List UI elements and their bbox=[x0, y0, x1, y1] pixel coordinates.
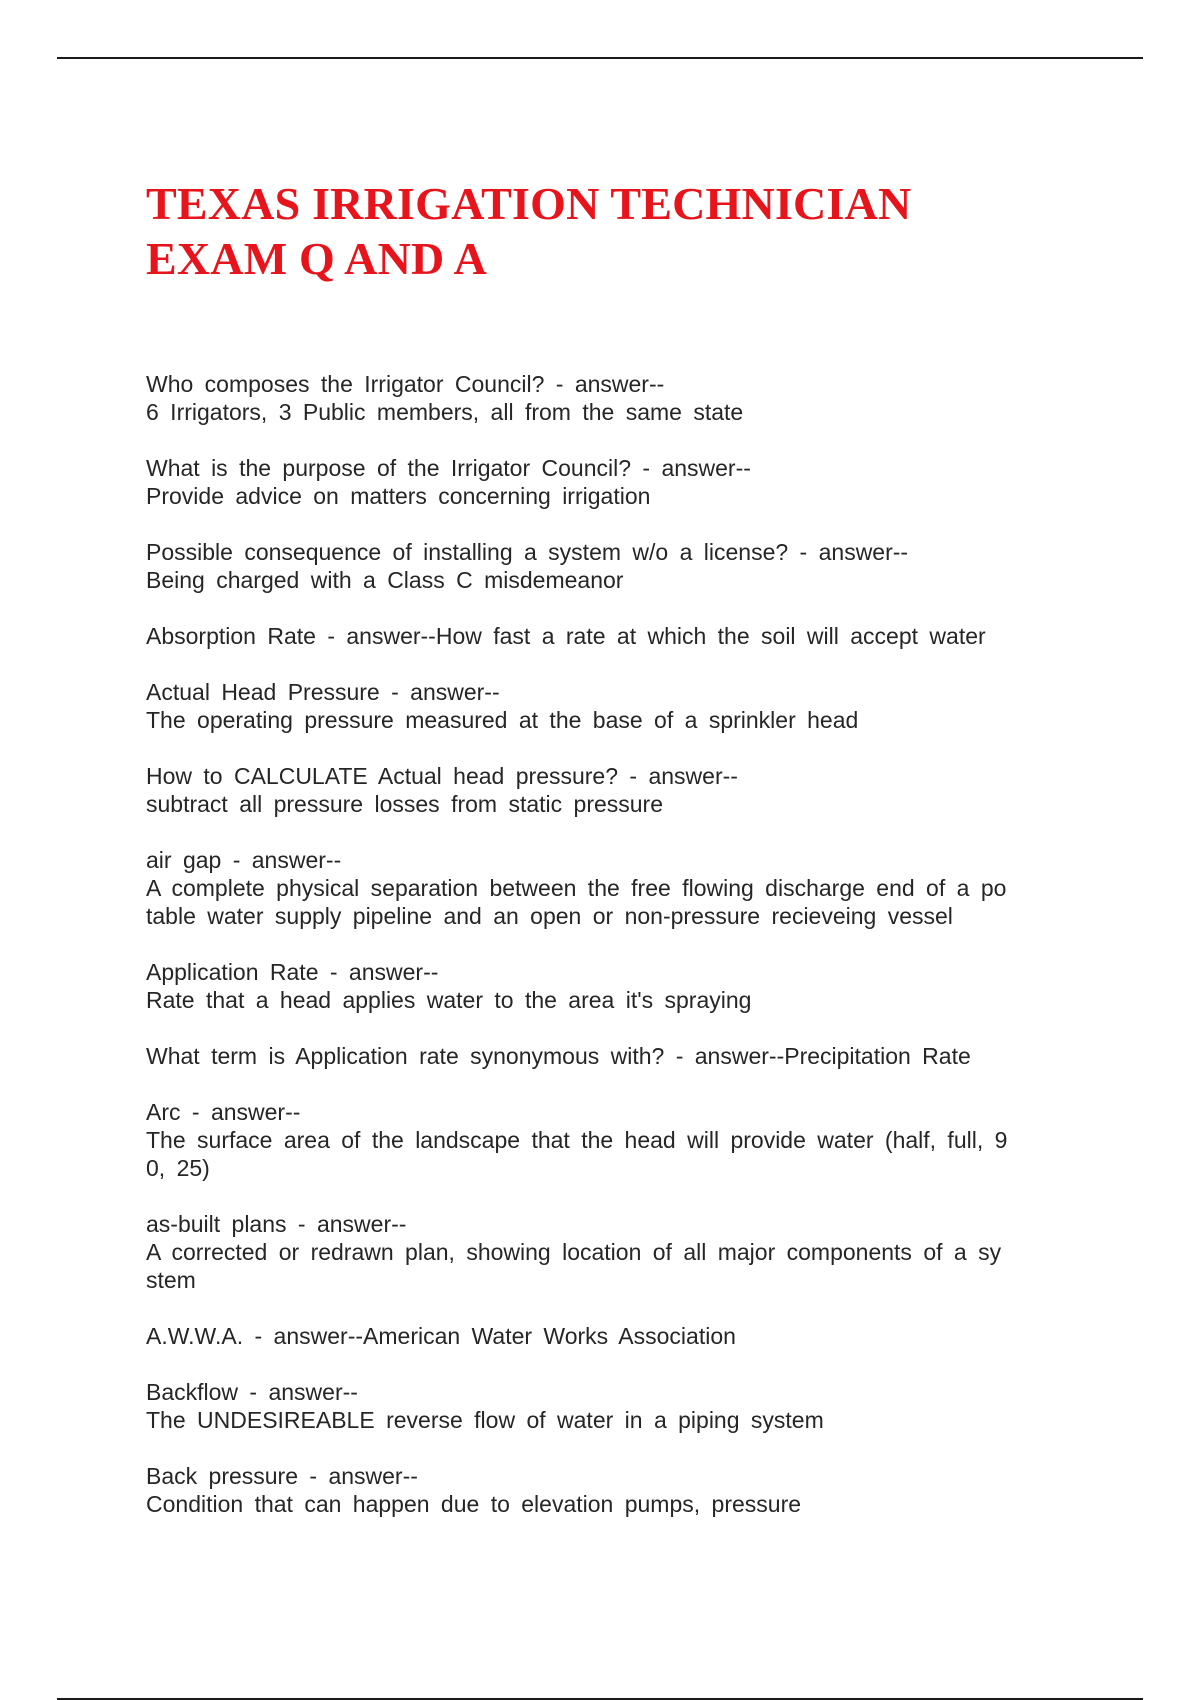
qa-answer-line: subtract all pressure losses from static pressure bbox=[146, 791, 664, 817]
qa-question: Possible consequence of installing a system w/o a license? - answer-- bbox=[146, 539, 909, 565]
qa-entry bbox=[146, 538, 1056, 594]
title-line-2: EXAM Q AND A bbox=[146, 233, 488, 284]
title-line-1: TEXAS IRRIGATION TECHNICIAN bbox=[146, 178, 912, 229]
qa-question: Application Rate - answer-- bbox=[146, 959, 439, 985]
document-title bbox=[146, 176, 1056, 286]
qa-answer-line: Being charged with a Class C misdemeanor bbox=[146, 567, 624, 593]
qa-entry bbox=[146, 370, 1056, 426]
qa-answer-line: The UNDESIREABLE reverse flow of water in a piping system bbox=[146, 1407, 824, 1433]
qa-question: Absorption Rate - answer--How fast a rate at which the soil will accept water bbox=[146, 623, 986, 649]
qa-answer-line: table water supply pipeline and an open or non-pressure recieveing vessel bbox=[146, 903, 953, 929]
qa-answer-line: stem bbox=[146, 1267, 196, 1293]
qa-question: air gap - answer-- bbox=[146, 847, 342, 873]
qa-answer-line: Provide advice on matters concerning irrigation bbox=[146, 483, 651, 509]
qa-answer-line: Condition that can happen due to elevation pumps, pressure bbox=[146, 1491, 802, 1517]
qa-question: What term is Application rate synonymous with? - answer--Precipitation Rate bbox=[146, 1043, 971, 1069]
top-rule bbox=[57, 57, 1143, 59]
qa-entry bbox=[146, 958, 1056, 1014]
qa-answer-line: Rate that a head applies water to the area it's spraying bbox=[146, 987, 752, 1013]
qa-entry bbox=[146, 762, 1056, 818]
qa-entry bbox=[146, 846, 1056, 930]
qa-answer-line: A corrected or redrawn plan, showing location of all major components of a sy bbox=[146, 1239, 1002, 1265]
qa-entry bbox=[146, 678, 1056, 734]
document-body bbox=[146, 176, 1056, 1546]
qa-answer-line: The surface area of the landscape that the head will provide water (half, full, 9 bbox=[146, 1127, 1008, 1153]
qa-question: Back pressure - answer-- bbox=[146, 1463, 418, 1489]
qa-question: Who composes the Irrigator Council? - answer-- bbox=[146, 371, 665, 397]
qa-entry bbox=[146, 1098, 1056, 1182]
qa-question: A.W.W.A. - answer--American Water Works Association bbox=[146, 1323, 736, 1349]
qa-question: How to CALCULATE Actual head pressure? - answer-- bbox=[146, 763, 738, 789]
qa-answer-line: The operating pressure measured at the base of a sprinkler head bbox=[146, 707, 859, 733]
qa-answer-line: A complete physical separation between the free flowing discharge end of a po bbox=[146, 875, 1007, 901]
qa-answer-line: 6 Irrigators, 3 Public members, all from the same state bbox=[146, 399, 744, 425]
qa-question: Arc - answer-- bbox=[146, 1099, 301, 1125]
qa-question: as-built plans - answer-- bbox=[146, 1211, 407, 1237]
qa-question: Backflow - answer-- bbox=[146, 1379, 358, 1405]
qa-question: What is the purpose of the Irrigator Council? - answer-- bbox=[146, 455, 751, 481]
qa-entry bbox=[146, 622, 1056, 650]
qa-entry bbox=[146, 1378, 1056, 1434]
qa-answer-line: 0, 25) bbox=[146, 1155, 210, 1181]
qa-entry bbox=[146, 1462, 1056, 1518]
qa-list bbox=[146, 370, 1056, 1518]
qa-entry bbox=[146, 454, 1056, 510]
qa-entry bbox=[146, 1210, 1056, 1294]
qa-question: Actual Head Pressure - answer-- bbox=[146, 679, 500, 705]
qa-entry bbox=[146, 1322, 1056, 1350]
qa-entry bbox=[146, 1042, 1056, 1070]
